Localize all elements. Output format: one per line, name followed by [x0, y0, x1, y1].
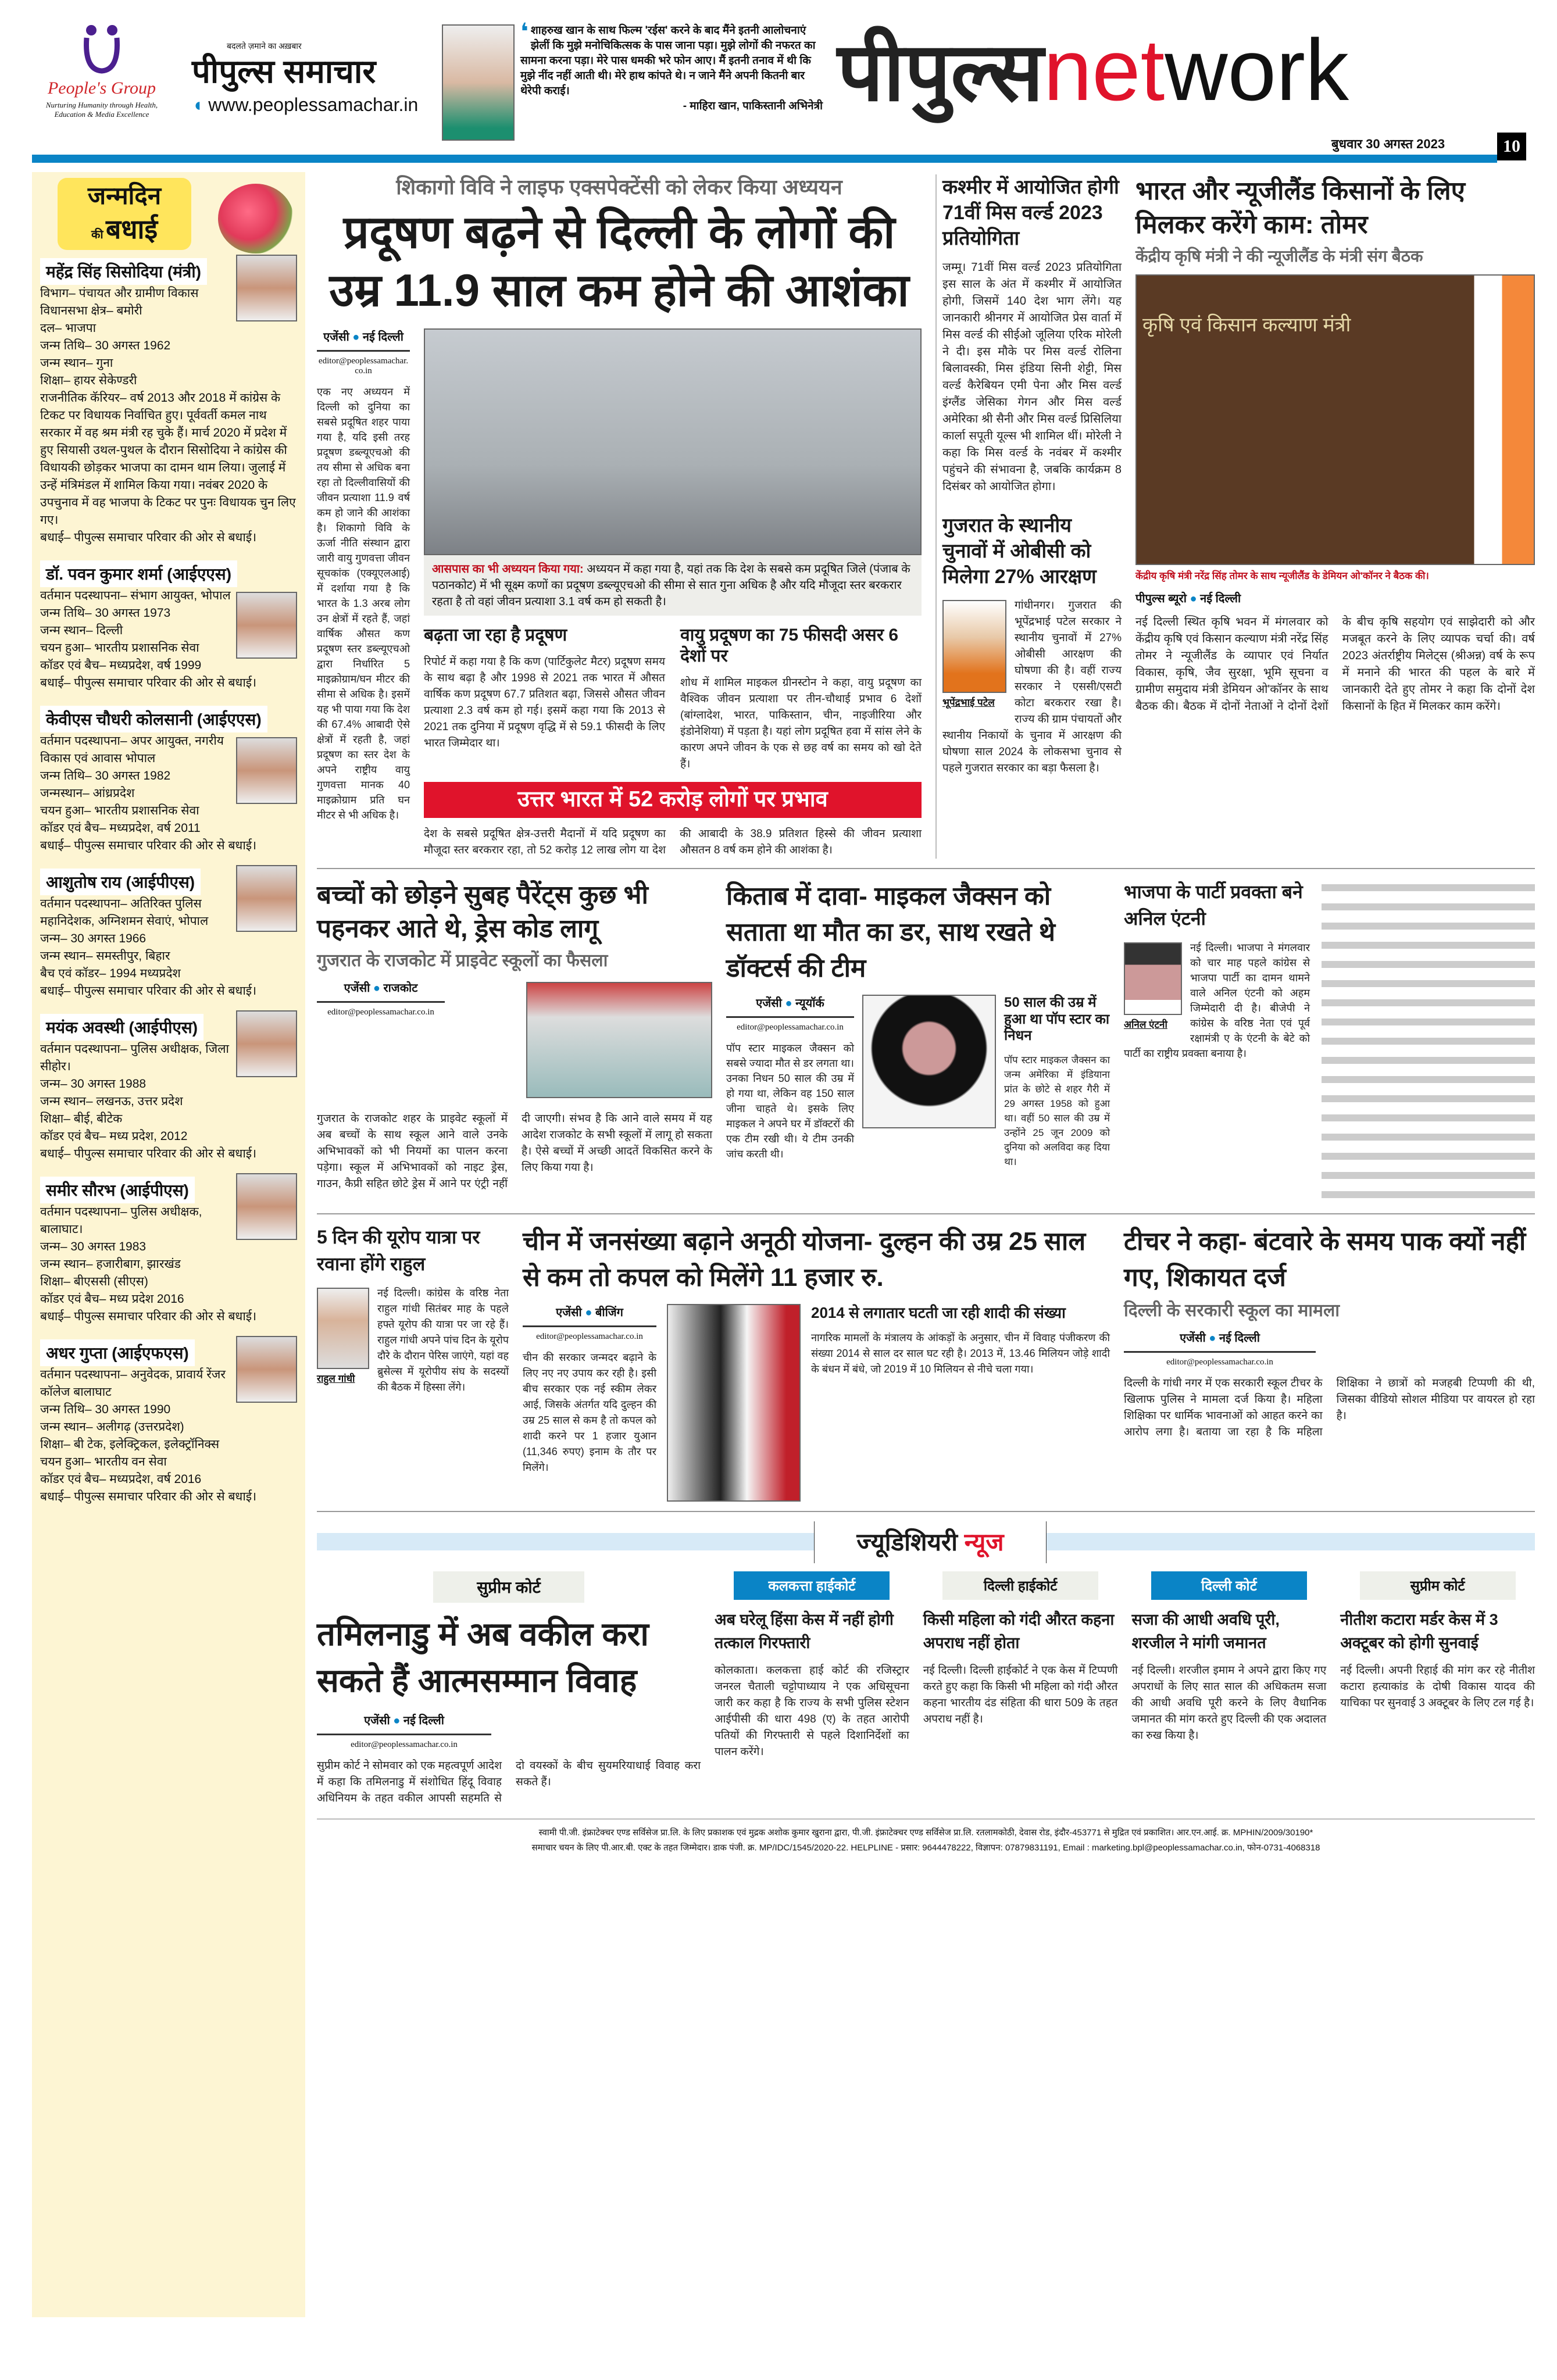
judiciary-item-headline: अब घरेलू हिंसा केस में नहीं होगी तत्काल गिरफ्तारी	[715, 1610, 894, 1652]
lead-kicker: शिकागो विवि ने लाइफ एक्सपेक्टेंसी को लेकर किया अध्ययन	[396, 175, 842, 199]
birthday-detail: कॉडर एवं बैच– मध्यप्रदेश, वर्ष 2016	[40, 1473, 202, 1486]
bjp-photo-caption: अनिल एंटनी	[1124, 1019, 1167, 1030]
birthday-detail: जन्म– 30 अगस्त 1988	[40, 1077, 147, 1091]
birthday-detail: कॉडर एवं बैच– मध्यप्रदेश, वर्ष 1999	[40, 659, 202, 673]
judiciary-email[interactable]: editor@peoplessamachar.co.in	[317, 1734, 491, 1750]
judiciary-item-headline: सजा की आधी अवधि पूरी, शरजील ने मांगी जमानत	[1131, 1610, 1280, 1652]
kashmir-body: जम्मू। 71वीं मिस वर्ल्ड 2023 प्रतियोगिता इस साल के अंत में कश्मीर में आयोजित होगी, जिसमें 140 देश भाग लेंगे। यह जानकारी श्रीनगर में आयोजित प्रेस वार्ता में मिस वर्ल्ड की सीईओ जूलिया एरिक मोरेली ने दी। इस मौके पर मिस वर्ल्ड रोलिना बिलावस्की, मिस इंडिया सिनी शेट्टी, मिस वर्ल्ड कैरेबियन एमी पेना और मिस वर्ल्ड इंग्लैंड जेसिका गेगन और मिस वर्ल्ड अमेरिका श्री सैनी और मिस वर्ल्ड प्रिसिलिया कार्ला सपूती यूल्स भी शामिल थीं। मोरेली ने कहा कि मिस वर्ल्ड के नवंबर में कश्मीर पहुंचने की संभावना है, जबकि कार्यक्रम 8 दिसंबर को आयोजित होगा।	[942, 261, 1122, 493]
school-byline: एजेंसी ● राजकोट	[344, 981, 418, 995]
birthday-detail: जन्म स्थान– गुना	[40, 356, 113, 370]
rahul-story	[317, 1224, 509, 1502]
birthday-detail: जन्म स्थान– समस्तीपुर, बिहार	[40, 949, 170, 963]
masthead-hindi: पीपुल्स	[837, 26, 1044, 117]
birthday-detail: बधाई– पीपुल्स समाचार परिवार की ओर से बधाई।	[40, 1147, 257, 1161]
teacher-body: दिल्ली के गांधी नगर में एक सरकारी स्कूल टीचर के खिलाफ पुलिस ने मामला दर्ज किया है। महिला शिक्षिका पर धार्मिक भावनाओं को आहत करने का आरोप लगा है। बताया जा रहा है कि महिला शिक्षिका ने छात्रों को मजहबी टिप्पणी की थी, जिसका वीडियो सोशल मीडिया पर वायरल हो रहा है।	[1124, 1377, 1535, 1438]
judiciary-main	[317, 1571, 701, 1807]
court-tag: सुप्रीम कोर्ट	[1360, 1571, 1516, 1600]
birthday-detail: कॉडर एवं बैच– मध्य प्रदेश, 2012	[40, 1130, 188, 1143]
judiciary-main-byline: एजेंसी ● नई दिल्ली	[364, 1714, 444, 1727]
judiciary-item	[1340, 1571, 1535, 1807]
birthday-detail: जन्म स्थान– दिल्ली	[40, 624, 123, 638]
mid-column	[935, 174, 1122, 859]
birthday-person-name: मयंक अवस्थी (आईपीएस)	[40, 1014, 203, 1041]
judiciary-section	[317, 1512, 1535, 1807]
birthday-detail: दल– भाजपा	[40, 321, 97, 335]
teacher-byline: एजेंसी ● नई दिल्ली	[1180, 1331, 1260, 1345]
birthday-entry	[40, 1006, 297, 1163]
birthday-detail: जन्मस्थान– आंध्रप्रदेश	[40, 787, 135, 801]
judiciary-title: ज्यूडिशियरी न्यूज	[814, 1521, 1047, 1563]
judiciary-item-body: नई दिल्ली। अपनी रिहाई की मांग कर रहे नीतीश कटारा हत्याकांड के दोषी विकास यादव की याचिका पर सुनवाई 3 अक्टूबर के लिए टल गई है।	[1340, 1664, 1535, 1709]
bjp-headline: भाजपा के पार्टी प्रवक्ता बने अनिल एंटनी	[1124, 881, 1303, 929]
group-name: People's Group	[47, 78, 156, 98]
masthead-net: net	[1043, 21, 1165, 119]
delhi-smog-photo	[424, 328, 922, 555]
paper-kicker: बदलते ज़माने का अख़बार	[227, 41, 302, 51]
teacher-headline: टीचर ने कहा- बंटवारे के समय पाक क्यों नहीं गए, शिकायत दर्ज	[1124, 1227, 1526, 1292]
gujarat-photo-caption: भूपेंद्रभाई पटेल	[942, 697, 995, 708]
court-tag: कलकत्ता हाईकोर्ट	[734, 1571, 890, 1600]
masthead	[837, 17, 1547, 134]
nz-headline: भारत और न्यूजीलैंड किसानों के लिए मिलकर करेंगे काम: तोमर	[1135, 177, 1465, 239]
kashmir-headline: कश्मीर में आयोजित होगी 71वीं मिस वर्ल्ड 2023 प्रतियोगिता	[942, 176, 1119, 249]
school-deck: गुजरात के राजकोट में प्राइवेट स्कूलों का फैसला	[317, 950, 608, 970]
mj-subhead: 50 साल की उम्र में हुआ था पॉप स्टार का निधन	[1004, 994, 1110, 1044]
nz-deck: केंद्रीय कृषि मंत्री ने की न्यूजीलैंड के मंत्री संग बैठक	[1135, 247, 1423, 265]
china-email[interactable]: editor@peoplessamachar.co.in	[523, 1325, 656, 1342]
birthday-person-photo	[236, 1010, 297, 1077]
gujarat-body: गांधीनगर। गुजरात की भूपेंद्रभाई पटेल सरकार ने स्थानीय चुनावों में 27% ओबीसी आरक्षण की घोषणा की है। वहीं राज्य सरकार ने एससी/एसटी कोटा बरकरार रखा है। राज्य की ग्राम पंचायतों और स्थानीय निकायों के चुनाव में आरक्षण की घोषणा साल 2024 के लोकसभा चुनाव से पहले गुजरात सरकार का बड़ा फैसला है।	[942, 599, 1122, 774]
imprint-footer: स्वामी पी.जी. इंफ्राटेक्चर एण्ड सर्विसेज प्रा.लि. के लिए प्रकाशक एवं मुद्रक अशोक कुमार खुराना द्वारा, पी.जी. इंफ्राटेक्चर एण्ड सर्विसेज प्रा.लि. रतलामकोठी, देवास रोड, इंदौर-453771 से मुद्रित एवं प्रकाशित। आर.एन.आई. क्र. MPHIN/2009/30190* समाचार चयन के लिए पी.आर.बी. एक्ट के तहत जिम्मेदार। डाक पंजी. क्र. MP/IDC/1545/2020-22. HELPLINE - प्रसार: 9644478222, विज्ञापन: 07879831191, Email : marketing.bpl@peoplessamachar.co.in, फोन-0731-4068318	[317, 1818, 1535, 1856]
quote-portrait	[442, 24, 515, 141]
header-rule	[32, 155, 1497, 163]
quote-mark-icon: ❛	[520, 19, 528, 45]
birthday-detail: विभाग– पंचायत और ग्रामीण विकास	[40, 287, 199, 301]
china-body: चीन की सरकार जन्मदर बढ़ाने के लिए नए नए उपाय कर रही है। इसी बीच सरकार एक नई स्कीम लेकर आई, जिसके अंतर्गत यदि दुल्हन की उम्र 25 साल से कम है तो कपल को शादी करने पर 1 हजार युआन (11,346 रुपए) इनाम के तौर पर मिलेंगे।	[523, 1351, 656, 1473]
judiciary-banner	[317, 1521, 1535, 1563]
rahul-body: नई दिल्ली। कांग्रेस के वरिष्ठ नेता राहुल गांधी सितंबर माह के पहले हफ्ते यूरोप की यात्रा पर जा रहे हैं। राहुल गांधी अपने पांच दिन के यूरोप दौरे के दौरान पेरिस जाएंगे, यहां वह ब्रुसेल्स में यूरोपीय संघ के सदस्यों की बैठक में हिस्सा लेंगे।	[377, 1287, 509, 1393]
birthday-person-name: समीर सौरभ (आईपीएस)	[40, 1177, 195, 1203]
birthday-list	[40, 250, 297, 1506]
judiciary-item	[715, 1571, 909, 1807]
group-tagline: Nurturing Humanity through Health, Education & Media Excellence	[45, 101, 158, 119]
birthday-detail: शिक्षा– बी टेक, इलेक्ट्रिकल, इलेक्ट्रॉनिक्स	[40, 1438, 220, 1452]
birthday-detail: शिक्षा– बीएससी (सीएस)	[40, 1275, 148, 1289]
wedding-couple-photo	[667, 1304, 801, 1502]
lead-email[interactable]: editor@peoplessamachar.co.in	[317, 350, 410, 376]
birthday-detail: जन्म– 30 अगस्त 1983	[40, 1240, 147, 1254]
birthday-person-name: केवीएस चौधरी कोलसानी (आईएएस)	[40, 706, 267, 732]
main-content	[317, 172, 1535, 1856]
mj-body: पॉप स्टार माइकल जैक्सन को सबसे ज्यादा मौत से डर लगता था। उनका निधन 50 साल की उम्र में हो गया था, लेकिन वह 150 साल जीना चाहते थे। इसके लिए माइकल ने अपने घर में डॉक्टरों की एक टीम रखी थी। ये टीम उनकी जांच करती थी।	[726, 1042, 854, 1160]
rahul-gandhi-photo	[317, 1288, 369, 1369]
lead-headline: प्रदूषण बढ़ने से दिल्ली के लोगों की उम्र 11.9 साल कम होने की आशंका	[329, 206, 909, 316]
row-middle	[317, 869, 1535, 1214]
birthday-detail: बधाई– पीपुल्स समाचार परिवार की ओर से बधाई।	[40, 1310, 257, 1324]
row-lower	[317, 1214, 1535, 1512]
birthday-detail: चयन हुआ– भारतीय प्रशासनिक सेवा	[40, 804, 199, 818]
flower-basket-icon	[218, 184, 294, 253]
rahul-photo-caption: राहुल गांधी	[317, 1373, 355, 1384]
birthday-entry	[40, 698, 297, 855]
judiciary-main-body: सुप्रीम कोर्ट ने सोमवार को एक महत्वपूर्ण आदेश में कहा कि तमिलनाडु में संशोधित हिंदू विवाह अधिनियम के तहत वकील आपसी सहमति से दो वयस्कों के बीच सुयमरियाधाई विवाह करा सकते हैं।	[317, 1759, 701, 1804]
school-body: गुजरात के राजकोट शहर के प्राइवेट स्कूलों में अब बच्चों के साथ स्कूल आने वाले उनके अभिभावकों को भी नियमों का पालन करना पड़ेगा। स्कूल में अभिभावकों को नाइट ड्रेस, गाउन, कैप्री सहित छोटे ड्रेस में आने पर एंट्री नहीं दी जाएगी। संभव है कि आने वाले समय में यह आदेश राजकोट के सभी स्कूलों में लागू हो सकता है। ऐसे बच्चों में अच्छी आदतें विकसित करने के लिए किया गया है।	[317, 1112, 712, 1190]
birthday-person-photo	[236, 592, 297, 659]
teacher-story	[1124, 1224, 1535, 1502]
birthday-detail: जन्म तिथि– 30 अगस्त 1990	[40, 1403, 171, 1417]
school-headline: बच्चों को छोड़ने सुबह पैरेंट्स कुछ भी पहनकर आते थे, ड्रेस कोड लागू	[317, 880, 648, 943]
birthday-detail: कॉडर एवं बैच– मध्यप्रदेश, वर्ष 2011	[40, 821, 201, 835]
birthday-entry	[40, 250, 297, 546]
nz-body: नई दिल्ली स्थित कृषि भवन में मंगलवार को केंद्रीय कृषि एवं किसान कल्याण मंत्री नरेंद्र सिंह तोमर ने न्यूजीलैंड के व्यापार एवं निर्यात विकास, कृषि, जैव सुरक्षा, भूमि सूचना व ग्रामीण समुदाय मंत्री डेमियन ओ'कॉनर के साथ बैठक की। बैठक में दोनों नेताओं ने दोनों देशों के बीच कृषि सहयोग एवं साझेदारी को और मजबूत करने के लिए व्यापक चर्चा की। वर्ष 2023 अंतर्राष्ट्रीय मिलेट्स (श्रीअन्न) वर्ष के रूप में मनाने की भारत की पहल के बारे में जानकारी देते हुए तोमर ने कहा कि दोनों देश किसानों के हित में मिलकर काम करेंगे।	[1135, 615, 1535, 713]
body-text-lines	[1322, 878, 1535, 1204]
globe-icon: ◖	[192, 94, 209, 116]
birthday-column	[32, 172, 305, 2317]
judiciary-item	[1132, 1571, 1327, 1807]
school-story	[317, 878, 712, 1204]
birthday-detail: जन्म तिथि– 30 अगस्त 1982	[40, 769, 171, 783]
birthday-detail: बैच एवं कॉडर– 1994 मध्यप्रदेश	[40, 967, 181, 981]
masthead-work: work	[1165, 21, 1349, 119]
birthday-detail: विधानसभा क्षेत्र– बमोरी	[40, 304, 142, 318]
birthday-detail: जन्म स्थान– लखनऊ, उत्तर प्रदेश	[40, 1095, 183, 1109]
row-top	[317, 172, 1535, 869]
birthday-person-name: डॉ. पवन कुमार शर्मा (आईएएस)	[40, 560, 237, 587]
website-link[interactable]: ◖ www.peoplessamachar.in	[192, 94, 419, 116]
issue-date: बुधवार 30 अगस्त 2023	[1331, 135, 1445, 152]
quote-author: - माहिरा खान, पाकिस्तानी अभिनेत्री	[683, 100, 823, 112]
birthday-entry	[40, 1331, 297, 1506]
lead-red-banner: उत्तर भारत में 52 करोड़ लोगों पर प्रभाव	[424, 782, 922, 818]
birthday-detail: वर्तमान पदस्थापना– अतिरिक्त पुलिस महानिदेशक, अग्निशमन सेवाएं, भोपाल	[40, 897, 209, 928]
nz-byline: पीपुल्स ब्यूरो ● नई दिल्ली	[1135, 592, 1241, 605]
birthday-detail: जन्म स्थान– अलीगढ़ (उत्तरप्रदेश)	[40, 1420, 184, 1434]
paper-logo	[192, 41, 436, 116]
nz-meeting-photo: कृषि एवं किसान कल्याण मंत्री	[1135, 274, 1535, 565]
court-tag: दिल्ली हाईकोर्ट	[942, 1571, 1098, 1600]
birthday-detail: जन्म स्थान– हजारीबाग, झारखंड	[40, 1257, 181, 1271]
lead-sub2: वायु प्रदूषण का 75 फीसदी असर 6 देशों पर शोध में शामिल माइकल ग्रीनस्टोन ने कहा, वायु प्रदूषण का वैश्विक जीवन प्रत्याशा पर तीन-चौथाई प्रभाव 6 देशों (बांग्लादेश, भारत, पाकिस्तान, चीन, नाइजीरिया और इंडोनेशिया) में पड़ता है। यहां लोग प्रदूषित हवा में सांस लेने के कारण अपने जीवन के एक से छह वर्ष का समय को खो देते हैं।	[680, 626, 922, 771]
birthday-entry	[40, 1168, 297, 1325]
birthday-detail: वर्तमान पदस्थापना– अनुवेदक, प्रावार्य रेंजर कॉलेज बालाघाट	[40, 1368, 226, 1399]
court-tag: सुप्रीम कोर्ट	[433, 1571, 584, 1603]
nz-caption: केंद्रीय कृषि मंत्री नरेंद्र सिंह तोमर के साथ न्यूजीलैंड के डेमियन ओ'कॉनर ने बैठक की।	[1135, 570, 1429, 581]
birthday-person-photo	[236, 865, 297, 932]
mj-headline: किताब में दावा- माइकल जैक्सन को सताता था मौत का डर, साथ रखते थे डॉक्टर्स की टीम	[726, 881, 1055, 982]
teacher-email[interactable]: editor@peoplessamachar.co.in	[1124, 1351, 1316, 1367]
lead-byline: एजेंसी ● नई दिल्ली	[323, 331, 403, 344]
michael-jackson-photo	[862, 995, 996, 1128]
birthday-entry	[40, 860, 297, 1000]
birthday-person-photo	[236, 1173, 297, 1240]
birthday-detail: बधाई– पीपुल्स समाचार परिवार की ओर से बधाई।	[40, 676, 257, 690]
bjp-story	[1124, 878, 1535, 1204]
judiciary-item-body: नई दिल्ली। दिल्ली हाईकोर्ट ने एक केस में टिप्पणी करते हुए कहा कि किसी भी महिला को गंदी औरत कहना भारतीय दंड संहिता की धारा 509 के तहत अपराध नहीं है।	[923, 1664, 1118, 1725]
judiciary-main-headline: तमिलनाडु में अब वकील करा सकते हैं आत्मसम्मान विवाह	[317, 1615, 649, 1699]
lead-banner-body: देश के सबसे प्रदूषित क्षेत्र-उत्तरी मैदानों में यदि प्रदूषण का मौजूदा स्तर बरकरार रहा, तो 52 करोड़ 12 लाख लोग या देश की आबादी के 38.9 प्रतिशत हिस्से की जीवन प्रत्याशा औसतन 8 वर्ष कम होने की आशंका है।	[424, 827, 922, 856]
birthday-person-photo	[236, 737, 297, 804]
teacher-deck: दिल्ली के सरकारी स्कूल का मामला	[1124, 1300, 1340, 1320]
birthday-detail: वर्तमान पदस्थापना– अपर आयुक्त, नगरीय विकास एवं आवास भोपाल	[40, 734, 224, 766]
gujarat-photo-figure	[942, 600, 1006, 709]
birthday-person-name: आशुतोष राय (आईपीएस)	[40, 869, 201, 895]
school-email[interactable]: editor@peoplessamachar.co.in	[317, 1001, 445, 1017]
birthday-person-photo	[236, 255, 297, 321]
birthday-detail: जन्म– 30 अगस्त 1966	[40, 932, 147, 946]
mj-byline: एजेंसी ● न्यूयॉर्क	[756, 996, 824, 1010]
paper-name: पीपुल्स समाचार	[192, 53, 376, 90]
birthday-title: जन्मदिन की बधाई	[58, 178, 191, 250]
court-tag: दिल्ली कोर्ट	[1151, 1571, 1307, 1600]
birthday-person-photo	[236, 1336, 297, 1403]
china-byline: एजेंसी ● बीजिंग	[556, 1306, 623, 1319]
china-subhead: 2014 से लगातार घटती जा रही शादी की संख्या	[811, 1303, 1066, 1321]
china-story	[523, 1224, 1110, 1502]
bhupendra-patel-photo	[942, 600, 1006, 693]
birthday-detail: कॉडर एवं बैच– मध्य प्रदेश 2016	[40, 1292, 184, 1306]
bjp-body: नई दिल्ली। भाजपा ने मंगलवार को चार माह पहले कांग्रेस से भाजपा पार्टी का दामन थामने वाले अनिल एंटनी को अहम जिम्मेदारी दी है। बीजेपी ने कांग्रेस के वरिष्ठ नेता एवं पूर्व रक्षामंत्री ए के एंटनी के बेटे को पार्टी का राष्ट्रीय प्रवक्ता बनाया है।	[1124, 941, 1310, 1059]
birthday-detail: बधाई– पीपुल्स समाचार परिवार की ओर से बधाई।	[40, 531, 257, 545]
birthday-detail: शिक्षा– बीई, बीटेक	[40, 1112, 123, 1126]
lead-sub1: बढ़ता जा रहा है प्रदूषण रिपोर्ट में कहा गया है कि कण (पार्टिकुलेट मैटर) प्रदूषण समय के साथ बढ़ा है और 1998 से 2021 तक भारत में औसत वार्षिक कण प्रदूषण 67.7 प्रतिशत बढ़ा, जिससे औसत जीवन प्रत्याशा 2.3 वर्ष कम हो गई। इसमें कहा गया कि 2013 से 2021 तक दुनिया में प्रदूषण वृद्धि में से 59.1 फीसदी के लिए भारत जिम्मेदार था।	[424, 626, 665, 750]
judiciary-item-headline: किसी महिला को गंदी औरत कहना अपराध नहीं होता	[923, 1610, 1115, 1652]
birthday-detail: वर्तमान पदस्थापना– पुलिस अधीक्षक, जिला सीहोर।	[40, 1042, 229, 1074]
china-headline: चीन में जनसंख्या बढ़ाने अनूठी योजना- दुल्हन की उम्र 25 साल से कम तो कपल को मिलेंगे 11 हजार रु.	[523, 1227, 1086, 1292]
school-photo	[526, 982, 712, 1098]
lead-story	[317, 174, 922, 859]
nz-story	[1135, 174, 1535, 859]
birthday-detail: शिक्षा– हायर सेकेण्डरी	[40, 374, 137, 388]
mj-story	[726, 878, 1110, 1204]
mj-email[interactable]: editor@peoplessamachar.co.in	[726, 1016, 854, 1032]
birthday-detail: वर्तमान पदस्थापना– पुलिस अधीक्षक, बालाघाट।	[40, 1205, 202, 1237]
peoples-group-emblem-icon	[78, 23, 125, 76]
mj-sub-body: पॉप स्टार माइकल जैक्सन का जन्म अमेरिका में इंडियाना प्रांत के छोटे से शहर गैरी में 29 अगस्त 1958 को हुआ था। वहीं 50 साल की उम्र में उन्होंने 25 जून 2009 को दुनिया को अलविदा कह दिया था।	[1004, 1055, 1110, 1168]
judiciary-item-body: नई दिल्ली। शरजील इमाम ने अपने द्वारा किए गए अपराधों के लिए सात साल की अधिकतम सजा की आधी अवधि पूरी करने के लिए वैधानिक जमानत की मांग करते हुए दिल्ली की एक अदालत का रुख किया है।	[1131, 1664, 1327, 1742]
birthday-detail: चयन हुआ– भारतीय प्रशासनिक सेवा	[40, 641, 199, 655]
dot-icon: ●	[352, 331, 360, 344]
lead-body: एक नए अध्ययन में दिल्ली को दुनिया का सबसे प्रदूषित शहर पाया गया है, यदि इसी तरह प्रदूषण डब्ल्यूएचओ की तय सीमा से अधिक बना रहा तो दिल्लीवासियों की जीवन प्रत्याशा 11.9 वर्ष कम हो जाने की आशंका है। शिकागो विवि के ऊर्जा नीति संस्थान द्वारा जारी वायु गुणवत्ता जीवन सूचकांक (एक्यूएलआई) में दर्शाया गया है कि भारत के 1.3 अरब लोग उन क्षेत्रों में रहते हैं, जहां वार्षिक औसत कण प्रदूषण स्तर डब्ल्यूएचओ द्वारा निर्धारित 5 माइक्रोग्राम/घन मीटर की सीमा से अधिक है। इसमें यह भी पाया गया कि देश की 67.4% आबादी ऐसे क्षेत्रों में रहती है, जहां प्रदूषण का स्तर देश के अपने राष्ट्रीय वायु गुणवत्ता मानक 40 माइक्रोग्राम प्रति घन मीटर से भी अधिक है।	[317, 386, 410, 821]
gujarat-headline: गुजरात के स्थानीय चुनावों में ओबीसी को मिलेगा 27% आरक्षण	[942, 514, 1097, 588]
birthday-detail: बधाई– पीपुल्स समाचार परिवार की ओर से बधाई।	[40, 1490, 257, 1504]
china-sub-body: नागरिक मामलों के मंत्रालय के आंकड़ों के अनुसार, चीन में विवाह पंजीकरण की संख्या 2014 से साल दर साल घट रही है। 2013 में, 13.46 मिलियन जोड़े शादी के बंधन में बंधे, जो 2019 में 10 मिलियन से नीचे चला गया।	[811, 1331, 1110, 1375]
judiciary-item-headline: नीतीश कटारा मर्डर केस में 3 अक्टूबर को होगी सुनवाई	[1340, 1610, 1498, 1652]
anil-antony-photo	[1124, 942, 1182, 1015]
judiciary-item-body: कोलकाता। कलकत्ता हाई कोर्ट की रजिस्ट्रार जनरल चैताली चट्टोपाध्याय ने एक अधिसूचना जारी कर कहा है कि राज्य के सभी पुलिस स्टेशन आईपीसी की धारा 498 (ए) के तहत आरोपी पतियों की गिरफ्तारी से पहले दिशानिर्देशों का पालन करेंगे।	[715, 1664, 909, 1758]
quote-box: ❛ शाहरुख खान के साथ फिल्म 'रईस' करने के बाद मैंने इतनी आलोचनाएं झेलीं कि मुझे मनोचिकित्सक के पास जाना पड़ा। मुझे लोगों की नफरत का सामना करना पड़ा। मेरे पास धमकी भरे फोन आए। मैं इतनी तनाव में थी कि मुझे नींद नहीं आती थी। मेरे हाथ कांपते थे। न जाने मैंने अपनी कितनी बार थेरेपी कराई। - माहिरा खान, पाकिस्तानी अभिनेत्री	[520, 23, 823, 114]
birthday-detail: बधाई– पीपुल्स समाचार परिवार की ओर से बधाई।	[40, 839, 257, 853]
judiciary-item	[923, 1571, 1118, 1807]
birthday-person-name: महेंद्र सिंह सिसोदिया (मंत्री)	[40, 258, 207, 285]
rahul-headline: 5 दिन की यूरोप यात्रा पर रवाना होंगे राहुल	[317, 1226, 480, 1274]
birthday-detail: चयन हुआ– भारतीय वन सेवा	[40, 1455, 167, 1469]
birthday-detail: जन्म तिथि– 30 अगस्त 1962	[40, 339, 171, 353]
birthday-detail: वर्तमान पदस्थापना– संभाग आयुक्त, भोपाल	[40, 589, 231, 603]
lead-photo-caption: आसपास का भी अध्ययन किया गया: अध्ययन में कहा गया है, यहां तक कि देश के सबसे कम प्रदूषित जिले (पंजाब के पठानकोट) में भी सूक्ष्म कणों का प्रदूषण डब्ल्यूएचओ की सीमा से सात गुना अधिक है और यदि मौजूदा स्तर बरकरार रहता है तो वहां जीवन प्रत्याशा 3.1 वर्ष कम हो सकती है।	[424, 555, 922, 616]
birthday-detail: जन्म तिथि– 30 अगस्त 1973	[40, 606, 171, 620]
birthday-detail: राजनीतिक कॅरियर– वर्ष 2013 और 2018 में कांग्रेस के टिकट पर विधायक निर्वाचित हुए। पूर्ववर्ती कमल नाथ सरकार में वह श्रम मंत्री रह चुके हैं। मार्च 2020 में प्रदेश में हुए सियासी उथल-पुथल के दौरान सिसोदिया ने कांग्रेस की विधायकी छोड़कर भाजपा का दामन थाम लिया। जुलाई में उन्हें मंत्रिमंडल में शामिल किया गया। नवंबर 2020 के उपचुनाव में वह भाजपा के टिकट पर पुनः विधायक चुन लिए गए।	[40, 391, 296, 527]
birthday-person-name: अधर गुप्ता (आईएफएस)	[40, 1339, 195, 1366]
page-number: 10	[1497, 133, 1526, 160]
peoples-group-logo	[35, 23, 169, 148]
birthday-detail: बधाई– पीपुल्स समाचार परिवार की ओर से बधाई।	[40, 984, 257, 998]
birthday-entry	[40, 552, 297, 692]
